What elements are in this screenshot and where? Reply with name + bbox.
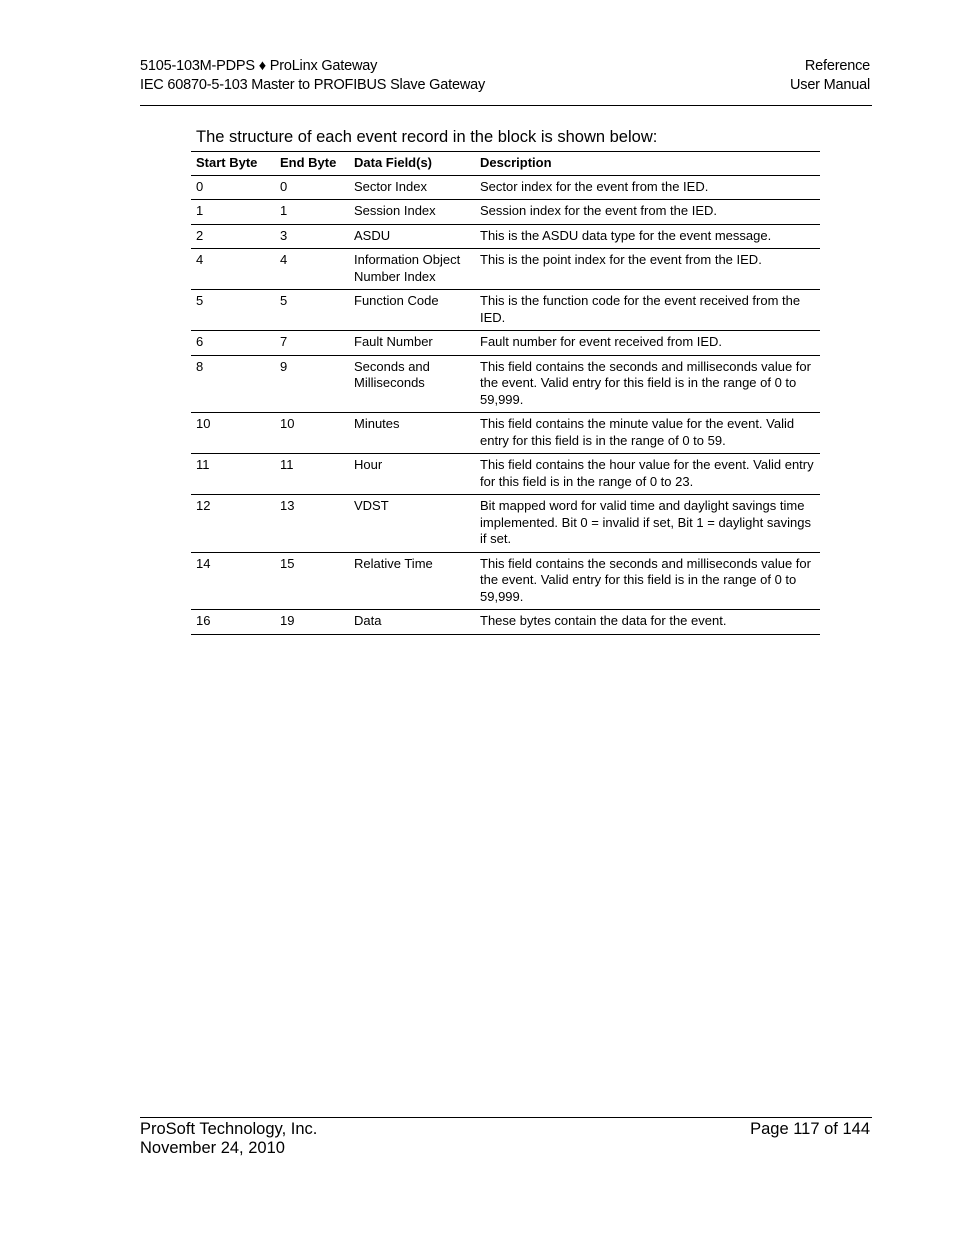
table-header-row xyxy=(191,152,820,176)
table-row xyxy=(191,552,820,610)
header-left xyxy=(140,57,485,95)
table-row xyxy=(191,454,820,495)
table-row xyxy=(191,249,820,290)
data-field-cell: Seconds and Milliseconds xyxy=(349,355,475,413)
start-byte-cell: 11 xyxy=(191,454,275,495)
intro-paragraph: The structure of each event record in the block is shown below: xyxy=(196,128,658,146)
end-byte-cell: 4 xyxy=(275,249,349,290)
start-byte-cell: 4 xyxy=(191,249,275,290)
page-footer xyxy=(140,1120,870,1158)
table-row xyxy=(191,413,820,454)
description-cell: This is the ASDU data type for the event message. xyxy=(475,224,820,249)
description-cell: This field contains the hour value for the event. Valid entry for this field is in the range of 0 to 23. xyxy=(475,454,820,495)
start-byte-cell: 16 xyxy=(191,610,275,635)
description-cell: These bytes contain the data for the event. xyxy=(475,610,820,635)
footer-company: ProSoft Technology, Inc. xyxy=(140,1120,318,1138)
footer-date: November 24, 2010 xyxy=(140,1139,285,1157)
end-byte-cell: 9 xyxy=(275,355,349,413)
end-byte-cell: 3 xyxy=(275,224,349,249)
data-field-cell: Fault Number xyxy=(349,331,475,356)
start-byte-cell: 2 xyxy=(191,224,275,249)
table-row xyxy=(191,224,820,249)
table-row xyxy=(191,331,820,356)
event-record-table xyxy=(191,151,820,635)
page-header xyxy=(140,57,870,95)
description-cell: This field contains the seconds and milliseconds value for the event. Valid entry for this field is in the range of 0 to 59,999. xyxy=(475,552,820,610)
data-field-cell: VDST xyxy=(349,495,475,553)
start-byte-cell: 6 xyxy=(191,331,275,356)
table-row xyxy=(191,355,820,413)
footer-page-number: Page 117 of 144 xyxy=(750,1120,870,1138)
data-field-cell: Data xyxy=(349,610,475,635)
column-header-data-fields: Data Field(s) xyxy=(349,152,475,176)
data-field-cell: Sector Index xyxy=(349,175,475,200)
description-cell: This is the point index for the event from the IED. xyxy=(475,249,820,290)
header-product-subtitle: IEC 60870-5-103 Master to PROFIBUS Slave Gateway xyxy=(140,77,485,93)
table-body xyxy=(191,175,820,634)
end-byte-cell: 0 xyxy=(275,175,349,200)
description-cell: This field contains the minute value for the event. Valid entry for this field is in the range of 0 to 59. xyxy=(475,413,820,454)
table-row xyxy=(191,200,820,225)
description-cell: This is the function code for the event received from the IED. xyxy=(475,290,820,331)
end-byte-cell: 10 xyxy=(275,413,349,454)
data-field-cell: Information Object Number Index xyxy=(349,249,475,290)
start-byte-cell: 8 xyxy=(191,355,275,413)
column-header-description: Description xyxy=(475,152,820,176)
description-cell: This field contains the seconds and milliseconds value for the event. Valid entry for this field is in the range of 0 to 59,999. xyxy=(475,355,820,413)
header-product-title: 5105-103M-PDPS ♦ ProLinx Gateway xyxy=(140,58,378,74)
start-byte-cell: 10 xyxy=(191,413,275,454)
description-cell: Session index for the event from the IED. xyxy=(475,200,820,225)
column-header-end-byte: End Byte xyxy=(275,152,349,176)
start-byte-cell: 14 xyxy=(191,552,275,610)
footer-left xyxy=(140,1120,317,1158)
end-byte-cell: 7 xyxy=(275,331,349,356)
table-row xyxy=(191,495,820,553)
start-byte-cell: 1 xyxy=(191,200,275,225)
end-byte-cell: 5 xyxy=(275,290,349,331)
header-manual-type: User Manual xyxy=(790,77,870,93)
end-byte-cell: 1 xyxy=(275,200,349,225)
header-divider xyxy=(140,105,872,106)
data-field-cell: ASDU xyxy=(349,224,475,249)
table-row xyxy=(191,175,820,200)
end-byte-cell: 15 xyxy=(275,552,349,610)
description-cell: Bit mapped word for valid time and daylight savings time implemented. Bit 0 = invalid if set, Bit 1 = daylight savings if set. xyxy=(475,495,820,553)
data-field-cell: Minutes xyxy=(349,413,475,454)
start-byte-cell: 12 xyxy=(191,495,275,553)
start-byte-cell: 0 xyxy=(191,175,275,200)
header-section: Reference xyxy=(804,58,870,74)
footer-divider xyxy=(140,1117,872,1118)
start-byte-cell: 5 xyxy=(191,290,275,331)
end-byte-cell: 11 xyxy=(275,454,349,495)
data-field-cell: Function Code xyxy=(349,290,475,331)
end-byte-cell: 13 xyxy=(275,495,349,553)
data-field-cell: Relative Time xyxy=(349,552,475,610)
footer-right xyxy=(750,1120,870,1158)
data-field-cell: Hour xyxy=(349,454,475,495)
end-byte-cell: 19 xyxy=(275,610,349,635)
header-right xyxy=(790,57,870,95)
data-field-cell: Session Index xyxy=(349,200,475,225)
description-cell: Fault number for event received from IED. xyxy=(475,331,820,356)
description-cell: Sector index for the event from the IED. xyxy=(475,175,820,200)
table-row xyxy=(191,610,820,635)
column-header-start-byte: Start Byte xyxy=(191,152,275,176)
table-row xyxy=(191,290,820,331)
